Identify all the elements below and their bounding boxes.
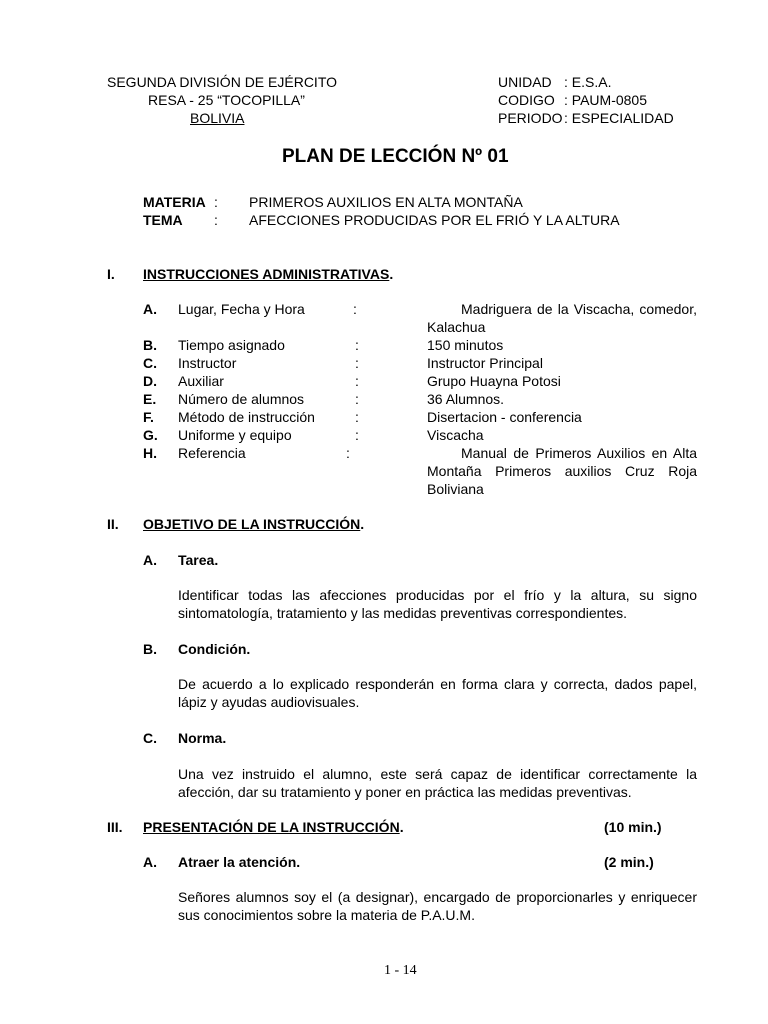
- tarea-title: Tarea.: [178, 552, 219, 568]
- page-title: PLAN DE LECCIÓN Nº 01: [282, 146, 509, 167]
- item-f-letter: F.: [143, 409, 154, 425]
- item-f-colon: :: [355, 409, 359, 425]
- item-f-label: Método de instrucción: [178, 409, 315, 425]
- materia-colon: :: [214, 194, 218, 210]
- section1-heading: INSTRUCCIONES ADMINISTRATIVAS.: [143, 266, 394, 282]
- item-b-colon: :: [355, 337, 359, 353]
- header-unidad-value: : E.S.A.: [564, 74, 612, 90]
- tarea-letter: A.: [143, 552, 157, 568]
- item-c-value: Instructor Principal: [427, 355, 543, 371]
- header-country: BOLIVIA: [190, 110, 245, 126]
- tarea-text: Identificar todas las afecciones producidas por el frío y la altura, su signo sintomatología, tratamiento y las medidas preventivas correspondientes.: [178, 587, 697, 621]
- atencion-time: (2 min.): [604, 854, 654, 870]
- item-d-label: Auxiliar: [178, 373, 224, 389]
- atencion-text: Señores alumnos soy el (a designar), encargado de proporcionarles y enriquecer sus conocimientos sobre la materia de P.A.U.M.: [178, 889, 697, 923]
- item-d-value: Grupo Huayna Potosi: [427, 373, 561, 389]
- item-e-colon: :: [355, 391, 359, 407]
- item-b-label: Tiempo asignado: [178, 337, 285, 353]
- item-b-value: 150 minutos: [427, 337, 504, 353]
- materia-label: MATERIA: [143, 194, 206, 210]
- item-e-label: Número de alumnos: [178, 391, 305, 407]
- item-h-letter: H.: [143, 445, 157, 461]
- norma-letter: C.: [143, 730, 157, 746]
- atencion-title: Atraer la atención.: [178, 854, 301, 870]
- condicion-letter: B.: [143, 641, 157, 657]
- header-periodo-value: : ESPECIALIDAD: [564, 110, 674, 126]
- item-a-label: Lugar, Fecha y Hora: [178, 301, 305, 317]
- tema-label: TEMA: [143, 212, 183, 228]
- tema-colon: :: [214, 212, 218, 228]
- section3-time: (10 min.): [604, 819, 662, 835]
- section2-heading: OBJETIVO DE LA INSTRUCCIÓN.: [143, 516, 365, 532]
- materia-value: PRIMEROS AUXILIOS EN ALTA MONTAÑA: [249, 194, 523, 210]
- atencion-letter: A.: [143, 854, 157, 870]
- item-e-value: 36 Alumnos.: [427, 391, 505, 407]
- item-g-colon: :: [355, 427, 359, 443]
- item-h-colon: :: [346, 445, 350, 461]
- header-codigo-label: CODIGO: [498, 92, 555, 108]
- header-periodo-label: PERIODO: [498, 110, 563, 126]
- item-a-value: Madriguera de la Viscacha, comedor, Kalachua: [427, 301, 697, 335]
- section2-number: II.: [107, 516, 119, 532]
- item-h-label: Referencia: [178, 445, 246, 461]
- page-number: 1 - 14: [384, 963, 417, 978]
- tema-value: AFECCIONES PRODUCIDAS POR EL FRIÓ Y LA ALTURA: [249, 212, 620, 228]
- item-a-colon: :: [353, 301, 357, 317]
- header-codigo-value: : PAUM-0805: [564, 92, 647, 108]
- item-c-label: Instructor: [178, 355, 237, 371]
- condicion-text: De acuerdo a lo explicado responderán en forma clara y correcta, dados papel, lápiz y ayudas audiovisuales.: [178, 676, 697, 710]
- norma-title: Norma.: [178, 730, 227, 746]
- item-c-colon: :: [355, 355, 359, 371]
- item-d-letter: D.: [143, 373, 157, 389]
- section3-heading: PRESENTACIÓN DE LA INSTRUCCIÓN.: [143, 819, 404, 835]
- item-e-letter: E.: [143, 391, 157, 407]
- item-g-label: Uniforme y equipo: [178, 427, 292, 443]
- norma-text: Una vez instruido el alumno, este será capaz de identificar correctamente la afección, dar su tratamiento y poner en práctica las medidas preventivas.: [178, 766, 697, 800]
- item-h-value: Manual de Primeros Auxilios en Alta Montaña Primeros auxilios Cruz Roja Boliviana: [427, 445, 697, 497]
- header-division: SEGUNDA DIVISIÓN DE EJÉRCITO: [107, 74, 338, 90]
- item-c-letter: C.: [143, 355, 157, 371]
- item-g-letter: G.: [143, 427, 158, 443]
- item-a-letter: A.: [143, 301, 157, 317]
- section3-number: III.: [107, 819, 123, 835]
- header-unidad-label: UNIDAD: [498, 74, 552, 90]
- section1-number: I.: [107, 266, 115, 282]
- item-f-value: Disertacion - conferencia: [427, 409, 582, 425]
- condicion-title: Condición.: [178, 641, 251, 657]
- item-g-value: Viscacha: [427, 427, 484, 443]
- item-d-colon: :: [355, 373, 359, 389]
- item-b-letter: B.: [143, 337, 157, 353]
- header-resa: RESA - 25 “TOCOPILLA”: [148, 92, 305, 108]
